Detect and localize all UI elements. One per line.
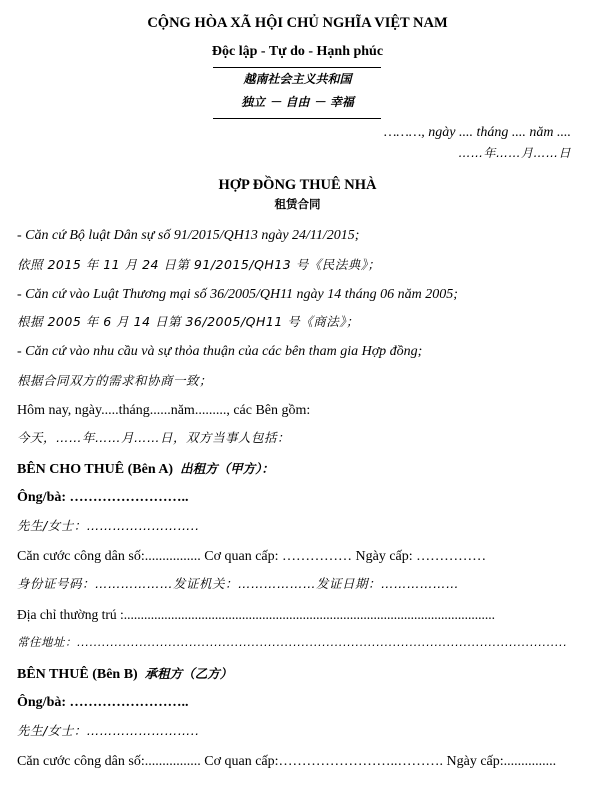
- party-b-heading: [17, 666, 232, 682]
- party-a-id: Căn cước công dân số:................ Cơ quan cấp: …………… Ngày cấp: ……………: [17, 549, 487, 564]
- motto-underline: [213, 67, 381, 68]
- date-line: ………, ngày .... tháng .... năm ....: [383, 125, 571, 140]
- basis-commercial-law: - Căn cứ vào Luật Thương mại số 36/2005/QH11 ngày 14 tháng 06 năm 2005;: [17, 287, 458, 302]
- party-a-address: Địa chỉ thường trú :..............................................................................................................: [17, 607, 495, 622]
- party-b-name: [17, 696, 189, 710]
- basis-agreement: - Căn cứ vào nhu cầu và sự thỏa thuận của các bên tham gia Hợp đồng;: [17, 344, 423, 359]
- national-motto: Độc lập - Tự do - Hạnh phúc: [211, 44, 384, 59]
- contract-title: HỢP ĐỒNG THUÊ NHÀ: [218, 177, 377, 193]
- contract-title-cn: 租赁合同: [274, 197, 321, 211]
- basis-agreement-cn: 根据合同双方的需求和协商一致；: [17, 373, 213, 388]
- basis-civil-code: - Căn cứ Bộ luật Dân sự số 91/2015/QH13 ngày 24/11/2015;: [17, 228, 360, 243]
- party-a-address-cn: 常住地址：......................................................................................................................: [17, 635, 568, 649]
- motto-cn-underline: [213, 118, 381, 119]
- basis-commercial-law-cn: 根据 2005 年 6 月 14 日第 36/2005/QH11 号《商法》；: [17, 314, 359, 329]
- date-line-cn: ……年……月……日: [458, 146, 571, 160]
- party-a-name-field: Ông/bà: ……………………..: [17, 490, 189, 505]
- party-a-name-cn: 先生/女士：……………………..: [17, 518, 200, 533]
- party-a-heading: [17, 461, 274, 477]
- today-line: Hôm nay, ngày.....tháng......năm........., các Bên gồm:: [17, 403, 311, 418]
- today-line-cn: 今天，……年……月……日，双方当事人包括：: [17, 430, 291, 445]
- party-a-id-cn: 身份证号码：………………发证机关：………………发证日期：………………: [17, 576, 460, 591]
- party-b-name-cn: 先生/女士：……………………..: [17, 723, 200, 738]
- party-b-heading-vi: BÊN THUÊ (Bên B): [17, 667, 138, 682]
- party-b-heading-cn: 承租方（乙方）: [144, 666, 233, 681]
- party-b-name-field: Ông/bà: ……………………..: [17, 695, 189, 710]
- basis-civil-code-cn: 依照 2015 年 11 月 24 日第 91/2015/QH13 号《民法典》；: [17, 257, 381, 272]
- party-b-id: Căn cước công dân số:................ Cơ quan cấp:……………………..………. Ngày cấp:...............: [17, 754, 557, 769]
- party-a-heading-vi: BÊN CHO THUÊ (Bên A): [17, 462, 174, 477]
- party-a-heading-cn: 出租方（甲方）：: [180, 461, 274, 476]
- party-a-name: [17, 491, 189, 505]
- national-name-cn: 越南社会主义共和国: [243, 72, 352, 86]
- national-motto-cn: 独立 － 自由 － 幸福: [241, 95, 354, 109]
- national-name: CỘNG HÒA XÃ HỘI CHỦ NGHĨA VIỆT NAM: [147, 15, 448, 31]
